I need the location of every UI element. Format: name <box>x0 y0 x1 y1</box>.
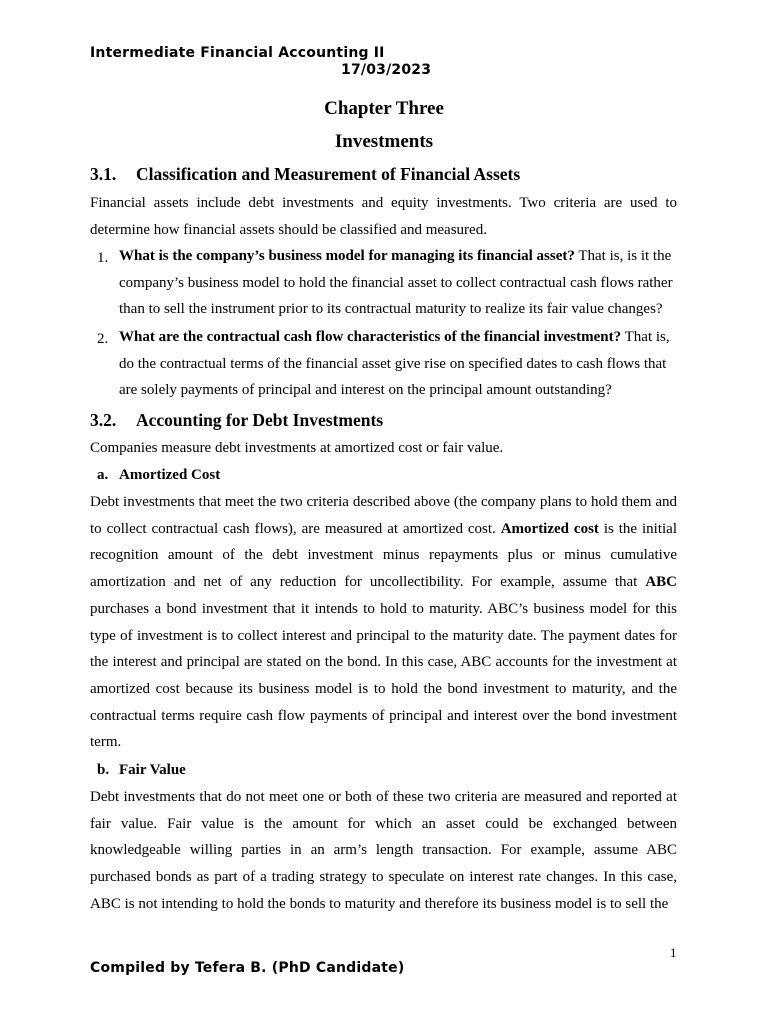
list-item <box>119 243 677 323</box>
section-heading-3-1 <box>90 164 520 185</box>
question-text: What is the company’s business model for managing its financial asset? <box>119 248 575 264</box>
section2-intro: Companies measure debt investments at amortized cost or fair value. <box>90 440 504 456</box>
company-name: ABC <box>645 574 677 591</box>
section-heading-3-2 <box>90 410 383 431</box>
defined-term: Amortized cost <box>500 520 599 537</box>
list-marker: 2. <box>97 331 109 347</box>
section-number: 3.1. <box>90 164 117 184</box>
chapter-heading: Chapter Three <box>324 98 444 119</box>
subheading-amortized-cost <box>97 467 220 484</box>
amortized-cost-paragraph <box>90 489 677 756</box>
paragraph-text: Debt investments that meet the two criteria described above (the company plans to hold them and to collect contractual cash flows), are measured at amortized cost. <box>90 494 677 537</box>
paragraph-text: purchases a bond investment that it intends to hold to maturity. ABC’s business model for this type of investment is to collect interest and principal to the maturity date. The payment dates for the interest and principal are stated on the bond. In this case, ABC accounts for the investment at amortized cost because its business model is to hold the bond investment to maturity, and the contractual terms require cash flow payments of principal and interest over the bond investment term. <box>90 600 677 751</box>
section1-intro: Financial assets include debt investments and equity investments. Two criteria are used to determine how financial assets should be classified and measured. <box>90 195 677 238</box>
section-number: 3.2. <box>90 410 117 430</box>
question-text: What are the contractual cash flow characteristics of the financial investment? <box>119 329 622 345</box>
subheading-title: Fair Value <box>119 762 186 778</box>
page-number: 1 <box>670 945 677 960</box>
section-title: Accounting for Debt Investments <box>136 410 384 430</box>
course-header: Intermediate Financial Accounting II <box>90 45 385 61</box>
chapter-title: Investments <box>334 131 434 152</box>
footer-compiled-by: Compiled by Tefera B. (PhD Candidate) <box>90 960 405 976</box>
subheading-title: Amortized Cost <box>119 467 221 483</box>
fair-value-paragraph: Debt investments that do not meet one or both of these two criteria are measured and reported at fair value. Fair value is the amount for which an asset could be exchanged between knowledgeable willing parties in an arm’s length transaction. For example, assume ABC purchased bonds as part of a trading strategy to speculate on interest rate changes. In this case, ABC is not intending to hold the bonds to maturity and therefore its business model is to sell the <box>90 789 677 912</box>
item-text: That is, do the contractual terms of the financial asset give rise on specified dates to cash flows that are solely payments of principal and interest on the principal amount outstanding? <box>119 329 670 399</box>
section-title: Classification and Measurement of Financial Assets <box>136 164 521 184</box>
list-marker: 1. <box>97 250 109 266</box>
subheading-fair-value <box>97 762 186 779</box>
paragraph-text: is the initial recognition amount of the debt investment minus repayments plus or minus cumulative amortization and net of any reduction for uncollectibility. For example, assume that <box>90 520 678 591</box>
subheading-marker: a. <box>97 467 109 483</box>
list-item <box>119 324 677 404</box>
item-text: That is, is it the company’s business model to hold the financial asset to collect contractual cash flows rather than to sell the instrument prior to its contractual maturity to realize its fair value changes? <box>119 248 673 318</box>
header-date: 17/03/2023 <box>341 62 432 78</box>
subheading-marker: b. <box>97 762 110 778</box>
